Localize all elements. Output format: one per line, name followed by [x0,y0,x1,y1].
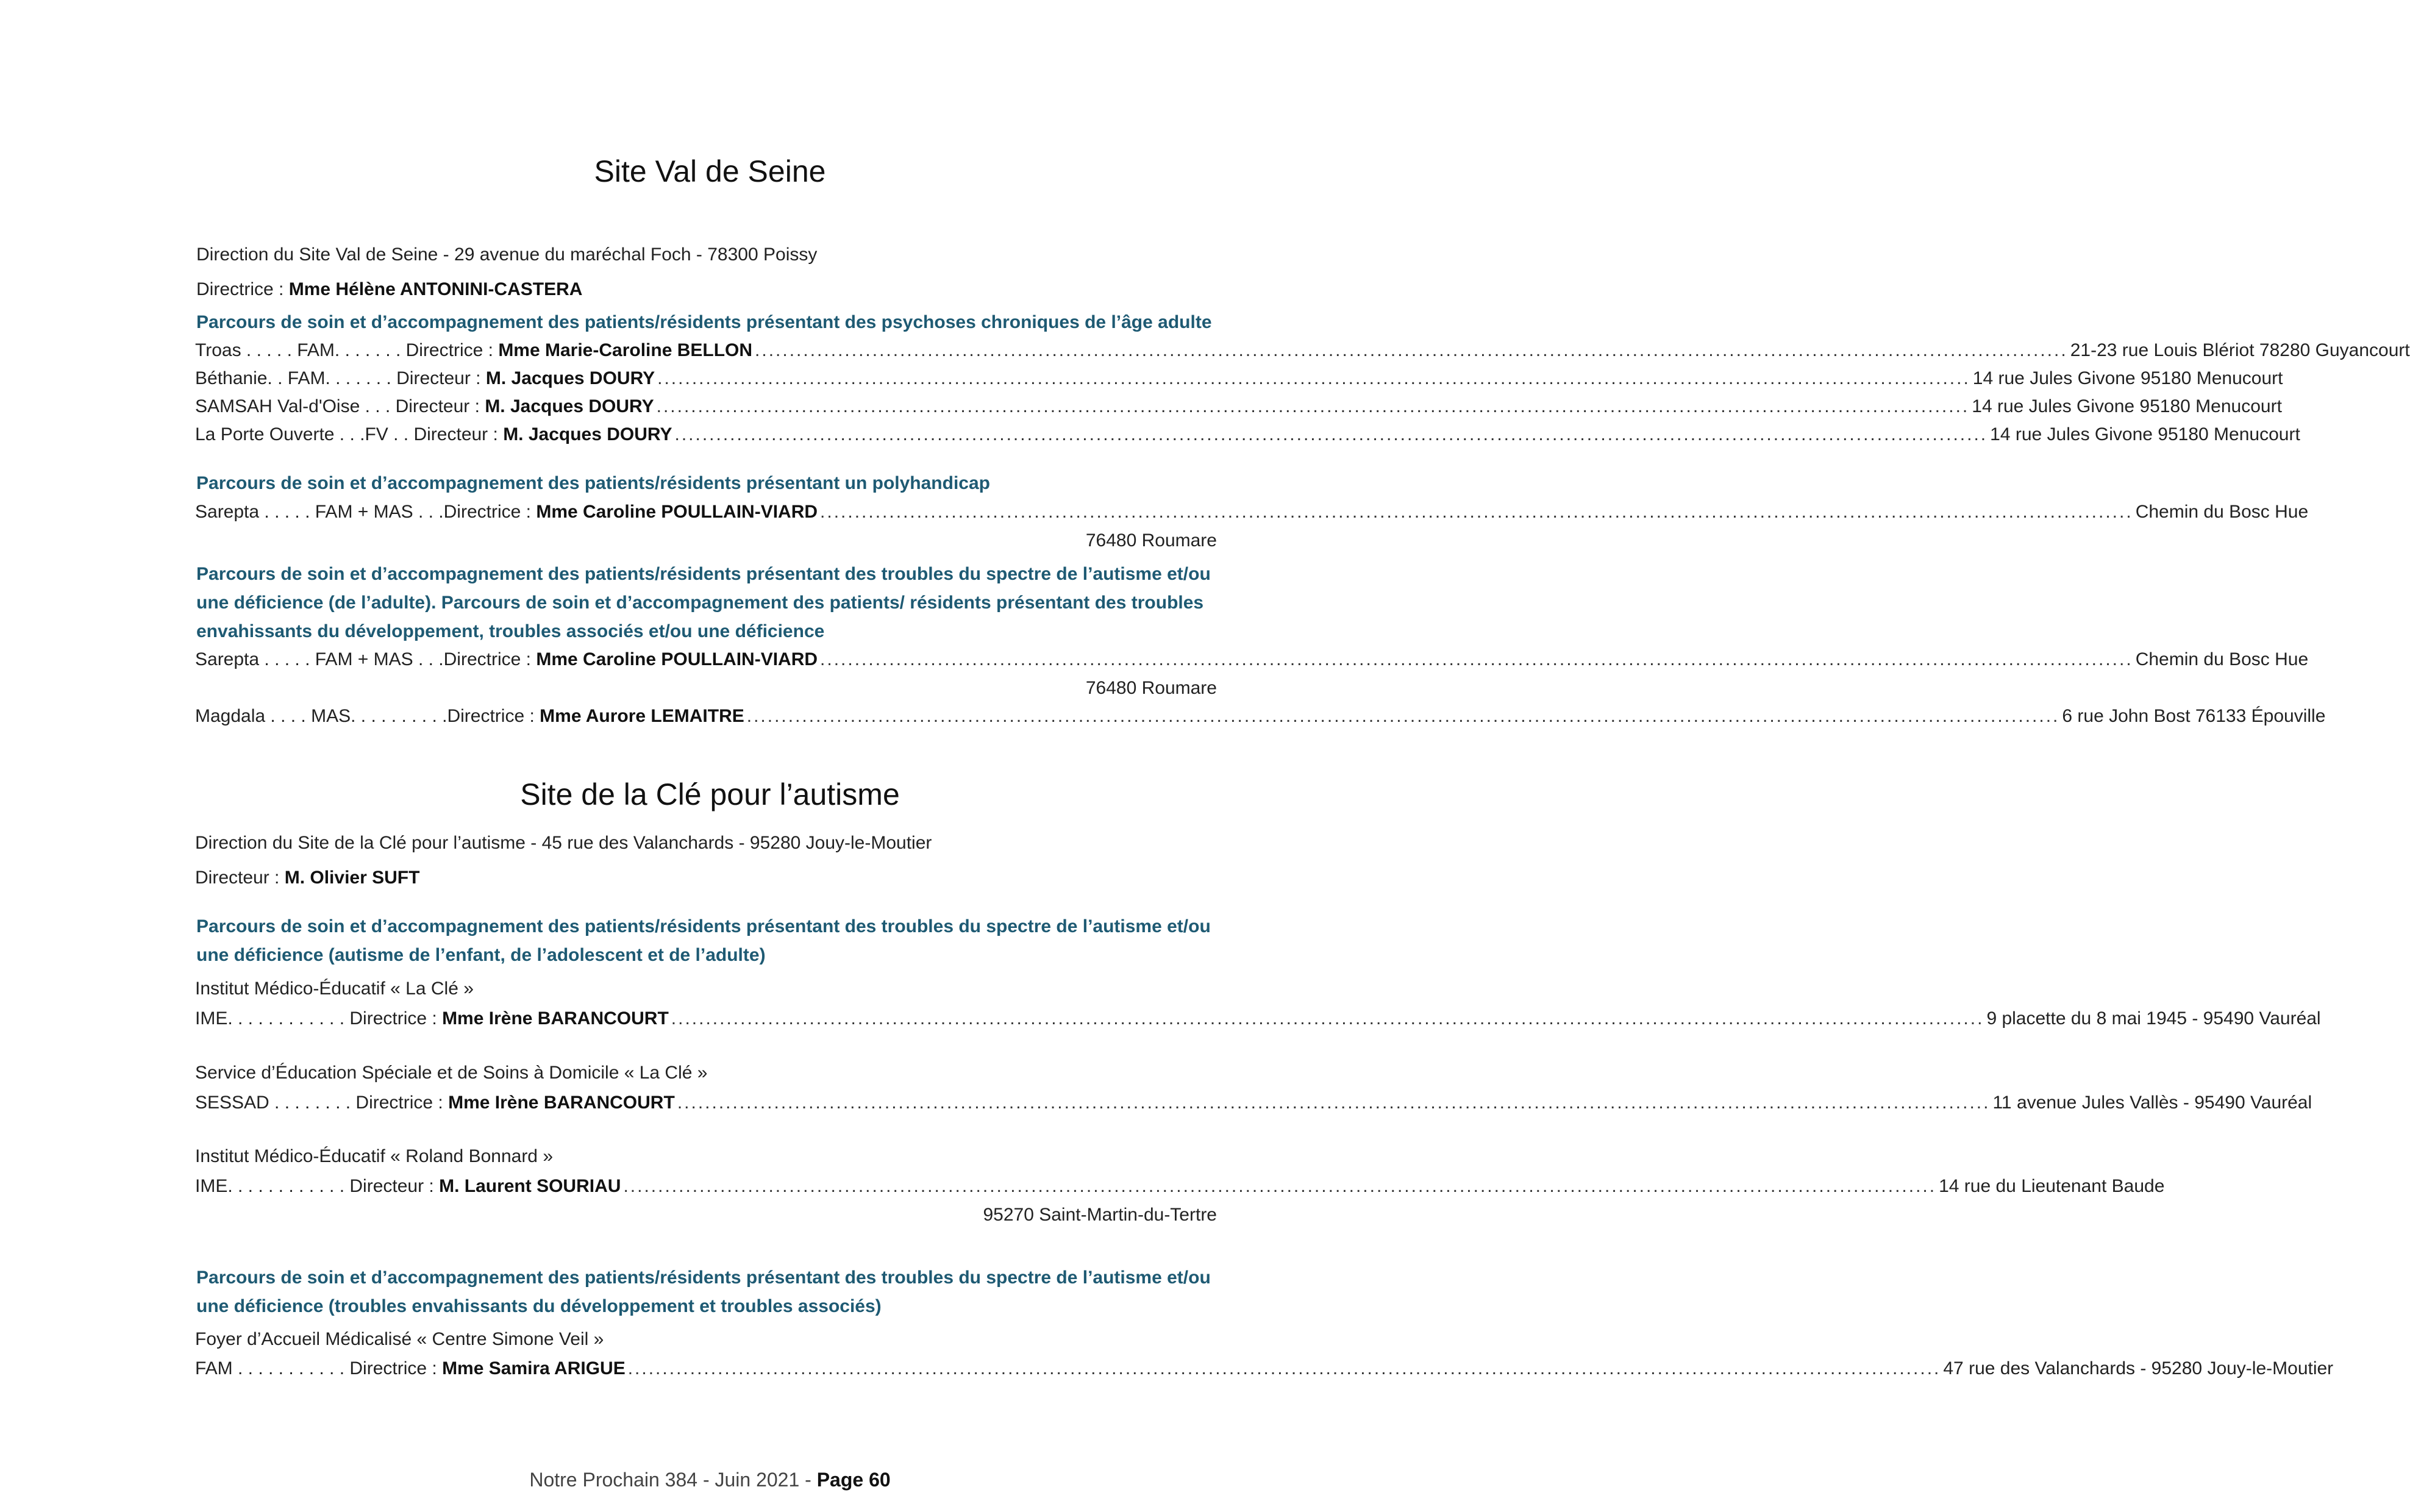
section-heading: Parcours de soin et d’accompagnement des patients/résidents présentant des psychoses chroniques de l’âge adulte [196,312,1212,332]
establishment-row: FAM . . . . . . . . . . . Directrice : Mme Samira ARIGUE .............................................................................................................................................................................................. 47 rue des Valanchards - 95280 Jouy-le-Moutier [195,1355,1217,1383]
site-direction-line: Direction du Site Val de Seine - 29 avenue du maréchal Foch - 78300 Poissy [196,244,818,265]
establishment-label: Service d’Éducation Spéciale et de Soins à Domicile « La Clé » [195,1063,708,1083]
establishment-row: SAMSAH Val-d'Oise . . . Directeur : M. Jacques DOURY .............................................................................................................................................................................................. 14 rue Jules Givone 95180 Menucourt [195,393,1217,421]
dot-leader: .............................................................................................................................................................................................. [674,424,1988,444]
dot-leader: .............................................................................................................................................................................................. [656,396,1970,416]
dot-leader: .............................................................................................................................................................................................. [746,706,2060,726]
establishment-row: Sarepta . . . . . FAM + MAS . . .Directrice : Mme Caroline POULLAIN-VIARD .............................................................................................................................................................................................. Chemin du Bosc Hue [195,498,1217,526]
establishment-label: Foyer d’Accueil Médicalisé « Centre Simone Veil » [195,1329,604,1349]
establishment-row: Béthanie. . FAM. . . . . . . Directeur : M. Jacques DOURY .............................................................................................................................................................................................. 14 rue Jules Givone 95180 Menucourt [195,365,1217,393]
dot-leader: .............................................................................................................................................................................................. [755,340,2068,360]
establishment-row: SESSAD . . . . . . . . Directrice : Mme Irène BARANCOURT .............................................................................................................................................................................................. 11 avenue Jules Vallès - 95490 Vauréal [195,1089,1217,1117]
director-name: M. Olivier SUFT [284,868,420,888]
address-continuation: 95270 Saint-Martin-du-Tertre [983,1205,1217,1225]
dot-leader: .............................................................................................................................................................................................. [820,649,2133,669]
establishment-row: Magdala . . . . MAS. . . . . . . . . .Directrice : Mme Aurore LEMAITRE .............................................................................................................................................................................................. 6 rue John Bost 76133 Épouville [195,702,1217,730]
establishment-label: Institut Médico-Éducatif « La Clé » [195,979,474,999]
section-heading: Parcours de soin et d’accompagnement des patients/résidents présentant des troubles du spectre de l’autisme et/ou une déficience (autisme de l’enfant, de l’adolescent et de l’adulte) [196,916,1211,965]
page-footer: Notre Prochain 384 - Juin 2021 - Page 60 [529,1469,891,1491]
site-direction-line: Direction du Site de la Clé pour l’autisme - 45 rue des Valanchards - 95280 Jouy-le-Moutier [195,833,932,853]
establishment-row: La Porte Ouverte . . .FV . . Directeur : M. Jacques DOURY .............................................................................................................................................................................................. 14 rue Jules Givone 95180 Menucourt [195,421,1217,449]
dot-leader: .............................................................................................................................................................................................. [677,1093,1991,1113]
dot-leader: .............................................................................................................................................................................................. [671,1008,1984,1029]
address-continuation: 76480 Roumare [1085,678,1217,698]
establishment-row: Sarepta . . . . . FAM + MAS . . .Directrice : Mme Caroline POULLAIN-VIARD .............................................................................................................................................................................................. Chemin du Bosc Hue [195,646,1217,674]
establishment-row: IME. . . . . . . . . . . . Directrice : Mme Irène BARANCOURT .............................................................................................................................................................................................. 9 placette du 8 mai 1945 - 95490 Vauréal [195,1005,1217,1033]
section-heading: Parcours de soin et d’accompagnement des patients/résidents présentant des troubles du spectre de l’autisme et/ou une déficience (troubles envahissants du développement et troubles associés) [196,1268,1211,1316]
section-heading: Parcours de soin et d’accompagnement des patients/résidents présentant des troubles du spectre de l’autisme et/ou une déficience (de l’adulte). Parcours de soin et d’accompagnement des patients/ résidents présentant des troubles envahissants du développement, troubles associés et/ou une déficience [196,564,1211,641]
director-name: Mme Hélène ANTONINI-CASTERA [288,279,583,299]
establishment-row: IME. . . . . . . . . . . . Directeur : M. Laurent SOURIAU .............................................................................................................................................................................................. 14 rue du Lieutenant Baude [195,1172,1217,1200]
site-director: Directrice : Mme Hélène ANTONINI-CASTERA [196,279,583,299]
page-number: Page 60 [816,1469,891,1491]
site-director: Directeur : M. Olivier SUFT [195,868,420,888]
dot-leader: .............................................................................................................................................................................................. [623,1176,1937,1196]
dot-leader: .............................................................................................................................................................................................. [657,368,1970,388]
site-title-la-cle: Site de la Clé pour l’autisme [520,777,900,811]
dot-leader: .............................................................................................................................................................................................. [820,502,2133,522]
establishment-row: Troas . . . . . FAM. . . . . . . Directrice : Mme Marie-Caroline BELLON .............................................................................................................................................................................................. 21-23 rue Louis Blériot 78280 Guyancourt [195,337,1217,365]
site-title-val-de-seine: Site Val de Seine [594,154,826,188]
address-continuation: 76480 Roumare [1085,530,1217,551]
establishment-label: Institut Médico-Éducatif « Roland Bonnard » [195,1146,554,1166]
dot-leader: .............................................................................................................................................................................................. [627,1358,1941,1378]
section-heading: Parcours de soin et d’accompagnement des patients/résidents présentant un polyhandicap [196,473,990,493]
